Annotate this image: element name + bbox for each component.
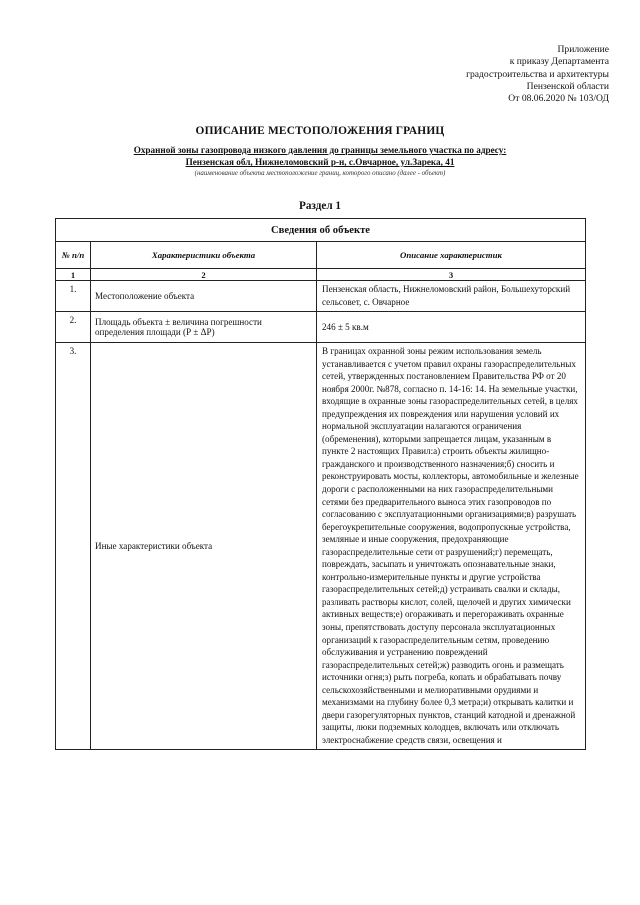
- appendix-line: к приказу Департамента: [509, 56, 609, 68]
- row-number: 2.: [56, 312, 91, 343]
- table-row: [56, 312, 586, 343]
- row-description: 246 ± 5 кв.м: [317, 312, 586, 343]
- header-description: Описание характеристик: [317, 242, 586, 269]
- appendix-line: градостроительства и архитектуры: [466, 68, 609, 80]
- section-heading: Раздел 1: [298, 200, 341, 212]
- row-characteristic: Местоположение объекта: [91, 281, 317, 312]
- header-number: № п/п: [56, 242, 91, 269]
- column-number: 3: [317, 269, 586, 281]
- row-description: Пензенская область, Нижнеломовский район, Большехуторский сельсовет, с. Овчарное: [317, 281, 586, 312]
- column-number: 1: [56, 269, 91, 281]
- document-title: ОПИСАНИЕ МЕСТОПОЛОЖЕНИЯ ГРАНИЦ: [195, 125, 445, 137]
- object-info-table: [55, 218, 586, 750]
- appendix-date-line: От 08.06.2020 № 103/ОД: [508, 93, 609, 105]
- row-characteristic: Иные характеристики объекта: [91, 343, 317, 750]
- table-caption: Сведения об объекте: [56, 219, 586, 242]
- zone-line: Охранной зоны газопровода низкого давления до границы земельного участка по адресу:: [133, 145, 507, 155]
- row-number: 3.: [56, 343, 91, 750]
- appendix-line: Приложение: [557, 44, 609, 55]
- appendix-block: [379, 44, 609, 105]
- header-characteristic: Характеристики объекта: [91, 242, 317, 269]
- column-number: 2: [91, 269, 317, 281]
- table-row: [56, 343, 586, 750]
- object-note: (наименование объекта местоположение границ, которого описано (далее - объект): [194, 170, 446, 177]
- row-number: 1.: [56, 281, 91, 312]
- zone-description: [0, 144, 640, 168]
- zone-address: Пензенская обл, Нижнеломовский р-н, с.Овчарное, ул.Зарека, 41: [185, 157, 455, 167]
- table-row: [56, 281, 586, 312]
- row-characteristic: Площадь объекта ± величина погрешности определения площади (Р ± ΔР): [91, 312, 317, 343]
- row-description: В границах охранной зоны режим использования земель устанавливается с учетом правил охраны газораспределительных сетей, утвержденных постановлением Правительства РФ от 20 ноября 2000г. №878, согласно п. 14-16: 14. На земельные участки, входящие в охранные зоны газораспределительных сетей, в целях предупреждения их повреждения или нарушения условий их нормальной эксплуатации налагаются ограничения (обременения), которыми запрещается лицам, указанным в пункте 2 настоящих Правил:а) строить объекты жилищно-гражданского и производственного назначения;б) сносить и реконструировать мосты, коллекторы, автомобильные и железные дороги с расположенными на них газораспределительными сетями без предварительного выноса этих газопроводов по согласованию с эксплуатационными организациями;в) разрушать берегоукрепительные сооружения, водопропускные устройства, земляные и иные сооружения, предохраняющие газораспределительные сети от разрушений;г) перемещать, повреждать, засыпать и уничтожать опознавательные знаки, контрольно-измерительные пункты и другие устройства газораспределительных сетей;д) устраивать свалки и склады, разливать растворы кислот, солей, щелочей и других химически активных веществ;е) огораживать и перегораживать охранные зоны, препятствовать доступу персонала эксплуатационных организаций к газораспределительным сетям, проведению обслуживания и устранению повреждений газораспределительных сетей;ж) разводить огонь и размещать источники огня;з) рыть погреба, копать и обрабатывать почву сельскохозяйственными и мелиоративными орудиями и механизмами на глубину более 0,3 метра;и) открывать калитки и двери газорегуляторных пунктов, станций катодной и дренажной защиты, люки подземных колодцев, включать или отключать электроснабжение средств связи, освещения и: [317, 343, 586, 750]
- appendix-line: Пензенской области: [526, 80, 609, 92]
